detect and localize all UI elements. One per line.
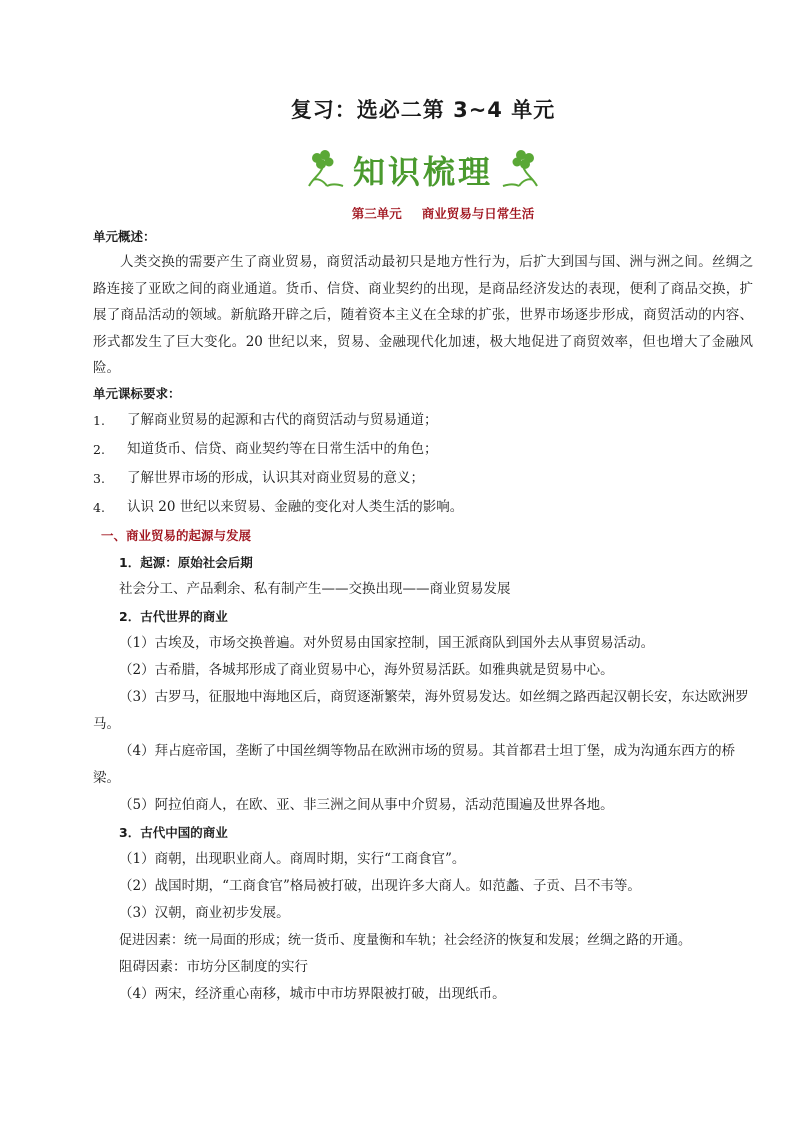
ancient-china-item: （4）两宋，经济重心南移，城市中市坊界限被打破，出现纸币。 [119,985,506,1002]
ancient-china-heading: 3．古代中国的商业 [119,824,228,840]
list-item-text: 了解商业贸易的起源和古代的商贸活动与贸易通道； [127,411,438,428]
ancient-world-item: （2）古希腊，各城邦形成了商业贸易中心，海外贸易活跃。如雅典就是贸易中心。 [119,661,614,678]
unit-name: 商业贸易与日常生活 [421,206,535,221]
document-title: 复习：选必二第 3~4 单元 [290,98,556,122]
section-heading: 一、商业贸易的起源与发展 [101,527,252,543]
ancient-china-item: （3）汉朝，商业初步发展。 [119,904,290,921]
list-item-number: 1. [93,412,105,428]
list-item [93,406,753,435]
clover-left-icon [303,148,347,192]
ancient-china-item: （1）商朝，出现职业商人。商周时期，实行“工商食官”。 [119,850,466,867]
ancient-world-item: （3）古罗马，征服地中海地区后，商贸逐渐繁荣，海外贸易发达。如丝绸之路西起汉朝长安，东达欧洲罗马。 [93,688,749,732]
overview-paragraph: 人类交换的需要产生了商业贸易，商贸活动最初只是地方性行为，后扩大到国与国、洲与洲之间。丝绸之路连接了亚欧之间的商业通道。货币、信贷、商业契约的出现，是商品经济发达的表现，便利了商品交换，扩展了商品活动的领域。新航路开辟之后，随着资本主义在全球的扩张，世界市场逐步形成，商贸活动的内容、形式都发生了巨大变化。20 世纪以来，贸易、金融现代化加速，极大地促进了商贸效率，但也增大了金融风险。 [93,254,753,376]
knowledge-banner [93,141,753,199]
clover-right-icon [499,148,543,192]
list-item-number: 2. [93,441,105,457]
unit-heading [93,203,753,225]
document-page [93,95,753,1008]
ancient-world-item: （5）阿拉伯商人，在欧、亚、非三洲之间从事中介贸易，活动范围遍及世界各地。 [119,796,614,813]
ancient-world-item: （4）拜占庭帝国，垄断了中国丝绸等物品在欧洲市场的贸易。其首都君士坦丁堡，成为沟通东西方的桥梁。 [93,742,736,786]
origin-text: 社会分工、产品剩余、私有制产生——交换出现——商业贸易发展 [119,580,511,597]
list-item [93,493,753,522]
requirements-list [93,406,753,522]
overview-label: 单元概述： [93,229,156,244]
list-item-text: 知道货币、信贷、商业契约等在日常生活中的角色； [127,440,438,457]
origin-heading: 1．起源：原始社会后期 [119,554,253,570]
banner-text: 知识梳理 [352,153,493,191]
list-item [93,435,753,464]
list-item-number: 4. [93,499,105,515]
ancient-china-item: 促进因素：统一局面的形成；统一货币、度量衡和车轨；社会经济的恢复和发展；丝绸之路的开通。 [119,932,692,948]
ancient-china-item: （2）战国时期，“工商食官”格局被打破，出现许多大商人。如范蠡、子贡、吕不韦等。 [119,877,641,894]
list-item-text: 了解世界市场的形成，认识其对商业贸易的意义； [127,469,424,486]
ancient-china-item: 阻碍因素：市坊分区制度的实行 [119,958,308,975]
ancient-world-heading: 2．古代世界的商业 [119,608,228,624]
unit-number: 第三单元 [351,206,402,221]
requirements-label: 单元课标要求： [93,385,181,401]
ancient-world-item: （1）古埃及，市场交换普遍。对外贸易由国家控制，国王派商队到国外去从事贸易活动。 [119,634,655,651]
list-item-number: 3. [93,470,105,486]
list-item-text: 认识 20 世纪以来贸易、金融的变化对人类生活的影响。 [127,498,464,515]
list-item [93,464,753,493]
